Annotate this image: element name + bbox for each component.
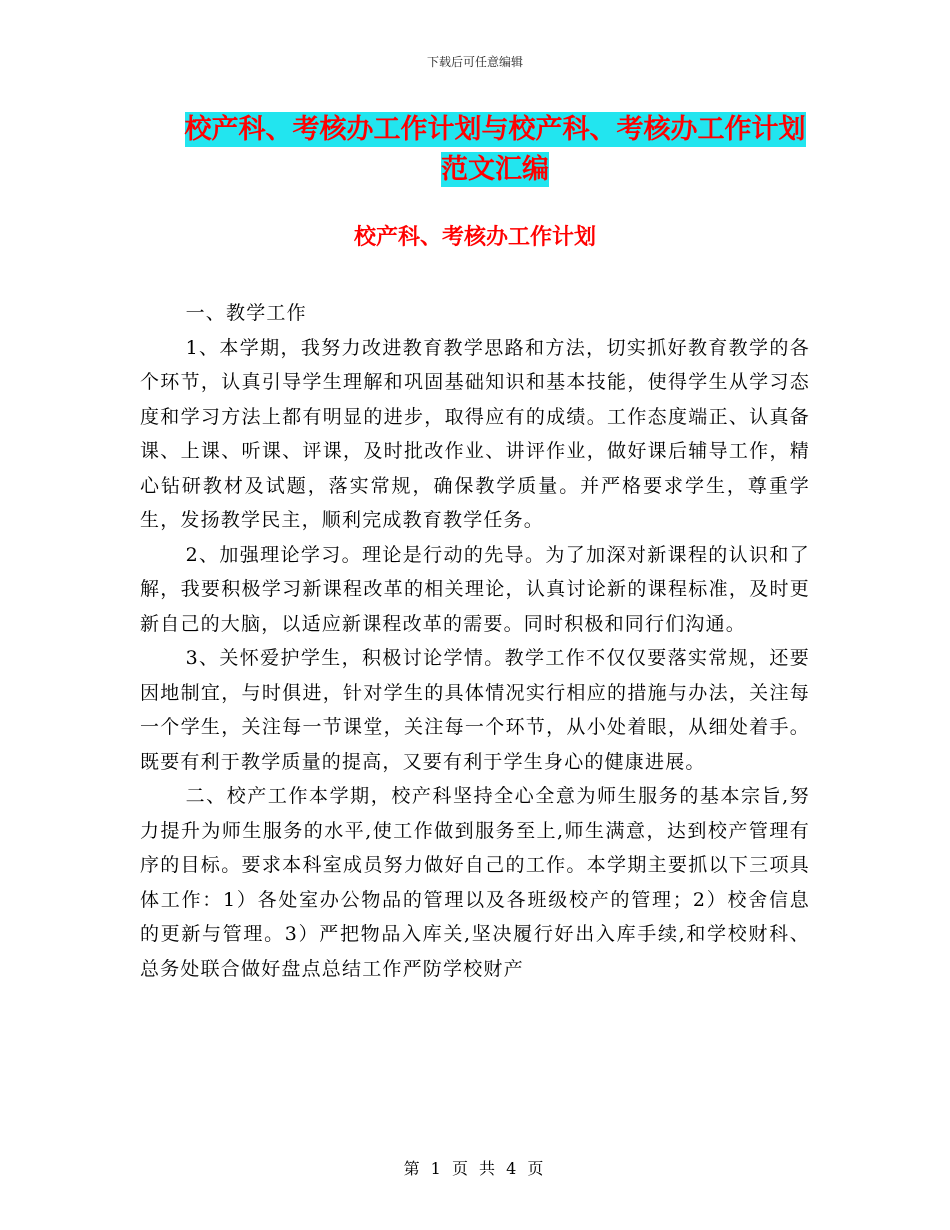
document-title-line-1: 校产科、考核办工作计划与校产科、考核办工作计划 — [184, 114, 806, 145]
document-title-line-2: 范文汇编 — [441, 154, 549, 185]
document-title — [140, 110, 850, 190]
paragraph: 二、校产工作本学期，校产科坚持全心全意为师生服务的基本宗旨,努力提升为师生服务的水平,使工作做到服务至上,师生满意，达到校产管理有序的目标。要求本科室成员努力做好自己的工作。本学期主要抓以下三项具体工作：1）各处室办公物品的管理以及各班级校产的管理；2）校舍信息的更新与管理。3）严把物品入库关,坚决履行好出入库手续,和学校财科、总务处联合做好盘点总结工作严防学校财产 — [140, 785, 810, 980]
document-body — [140, 296, 810, 986]
page-header-note: 下载后可任意编辑 — [426, 55, 523, 69]
section-subtitle: 校产科、考核办工作计划 — [353, 224, 596, 250]
paragraph: 2、加强理论学习。理论是行动的先导。为了加深对新课程的认识和了解，我要积极学习新课程改革的相关理论，认真讨论新的课程标准，及时更新自己的大脑，以适应新课程改革的需要。同时积极和同行们沟通。 — [140, 543, 810, 635]
paragraph: 3、关怀爱护学生，积极讨论学情。教学工作不仅仅要落实常规，还要因地制宜，与时俱进，针对学生的具体情况实行相应的措施与办法，关注每一个学生，关注每一节课堂，关注每一个环节，从小处着眼，从细处着手。既要有利于教学质量的提高，又要有利于学生身心的健康进展。 — [140, 647, 810, 773]
page-number-footer: 第 1 页 共 4 页 — [403, 1159, 547, 1178]
paragraph: 1、本学期，我努力改进教育教学思路和方法，切实抓好教育教学的各个环节，认真引导学生理解和巩固基础知识和基本技能，使得学生从学习态度和学习方法上都有明显的进步，取得应有的成绩。工作态度端正、认真备课、上课、听课、评课，及时批改作业、讲评作业，做好课后辅导工作，精心钻研教材及试题，落实常规，确保教学质量。并严格要求学生，尊重学生，发扬教学民主，顺利完成教育教学任务。 — [140, 336, 810, 531]
paragraph-section-heading: 一、教学工作 — [185, 302, 307, 324]
